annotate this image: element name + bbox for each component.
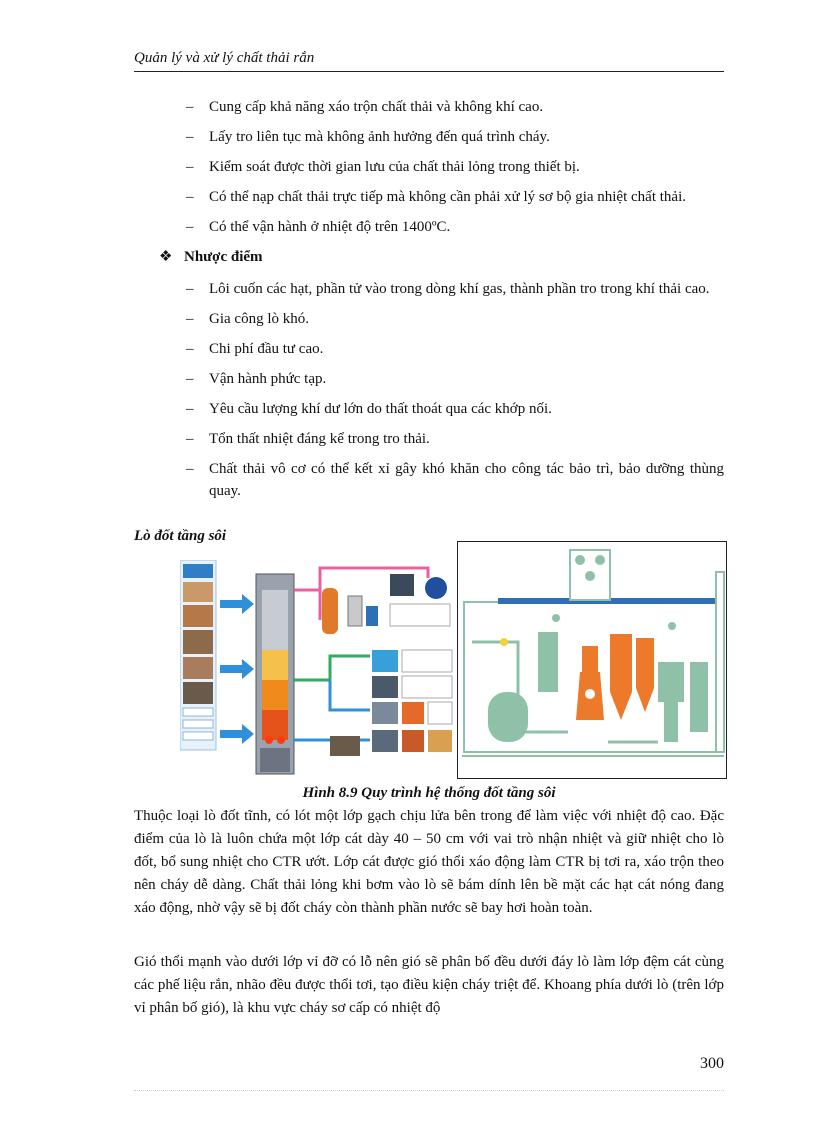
plant-schematic-graphic xyxy=(458,542,725,777)
dash-bullet-icon: – xyxy=(186,461,194,477)
plant-schematic xyxy=(457,541,727,779)
diamond-bullet-icon: ❖ xyxy=(159,249,173,265)
process-illustration xyxy=(180,560,456,778)
footer-divider xyxy=(134,1090,724,1091)
advantages-list xyxy=(134,96,724,510)
dash-bullet-icon: – xyxy=(186,189,194,205)
list-item: – Cung cấp khả năng xáo trộn chất thải và không khí cao. xyxy=(134,96,724,118)
page-number: 300 xyxy=(700,1055,724,1072)
list-item: – Yêu cầu lượng khí dư lớn do thất thoát qua các khớp nối. xyxy=(134,398,724,420)
body-paragraph: Gió thổi mạnh vào dưới lớp vỉ đỡ có lỗ nên gió sẽ phân bố đều dưới đáy lò làm lớp đệm cát cùng các phế liệu rắn, nhão đều được thổi tơi, tạo điều kiện cháy triệt để. Khoang phía dưới lò (trên lớp vỉ phân bố gió), là khu vực cháy sơ cấp có nhiệt độ xyxy=(134,954,724,1016)
list-item: – Lôi cuốn các hạt, phần tử vào trong dòng khí gas, thành phần tro trong khí thải cao. xyxy=(134,278,724,300)
body-paragraph: Thuộc loại lò đốt tĩnh, có lót một lớp gạch chịu lửa bên trong để làm việc với nhiệt độ cao. Đặc điểm của lò là luôn chứa một lớp cát dày 40 – 50 cm với vai trò nhận nhiệt và giữ nhiệt cho lò đốt, bổ sung nhiệt cho CTR ướt. Lớp cát được gió thổi xáo động làm CTR bị tơi ra, xáo trộn theo nên cháy dễ dàng. Chất thải lỏng khi bơm vào lò sẽ bám dính lên bề mặt các hạt cát nóng đang xáo động, nhờ vậy sẽ bị đốt cháy còn thành phần nước sẽ bay hơi hoàn toàn. xyxy=(134,808,724,916)
figure-caption: Hình 8.9 Quy trình hệ thống đốt tầng sôi xyxy=(302,785,556,801)
section-title: Lò đốt tầng sôi xyxy=(134,528,227,544)
dash-bullet-icon: – xyxy=(186,99,194,115)
running-header: Quản lý và xử lý chất thải rắn xyxy=(134,50,724,72)
list-item: – Tổn thất nhiệt đáng kể trong tro thải. xyxy=(134,428,724,450)
list-item: – Có thể vận hành ở nhiệt độ trên 1400ºC. xyxy=(134,216,724,238)
dash-bullet-icon: – xyxy=(186,371,194,387)
dash-bullet-icon: – xyxy=(186,311,194,327)
dash-bullet-icon: – xyxy=(186,219,194,235)
disadvantages-heading: ❖ Nhược điểm xyxy=(134,246,724,268)
list-item: – Kiểm soát được thời gian lưu của chất thải lỏng trong thiết bị. xyxy=(134,156,724,178)
dash-bullet-icon: – xyxy=(186,159,194,175)
list-item: – Lấy tro liên tục mà không ảnh hưởng đến quá trình cháy. xyxy=(134,126,724,148)
list-item: – Chi phí đầu tư cao. xyxy=(134,338,724,360)
process-illustration-graphic xyxy=(180,560,456,778)
list-item: – Có thể nạp chất thải trực tiếp mà không cần phải xử lý sơ bộ gia nhiệt chất thải. xyxy=(134,186,724,208)
dash-bullet-icon: – xyxy=(186,129,194,145)
list-item: – Vận hành phức tạp. xyxy=(134,368,724,390)
dash-bullet-icon: – xyxy=(186,431,194,447)
list-item: – Gia công lò khó. xyxy=(134,308,724,330)
dash-bullet-icon: – xyxy=(186,341,194,357)
list-item: – Chất thải vô cơ có thể kết xỉ gây khó khăn cho công tác bảo trì, bảo dưỡng thùng quay. xyxy=(134,458,724,502)
dash-bullet-icon: – xyxy=(186,281,194,297)
dash-bullet-icon: – xyxy=(186,401,194,417)
